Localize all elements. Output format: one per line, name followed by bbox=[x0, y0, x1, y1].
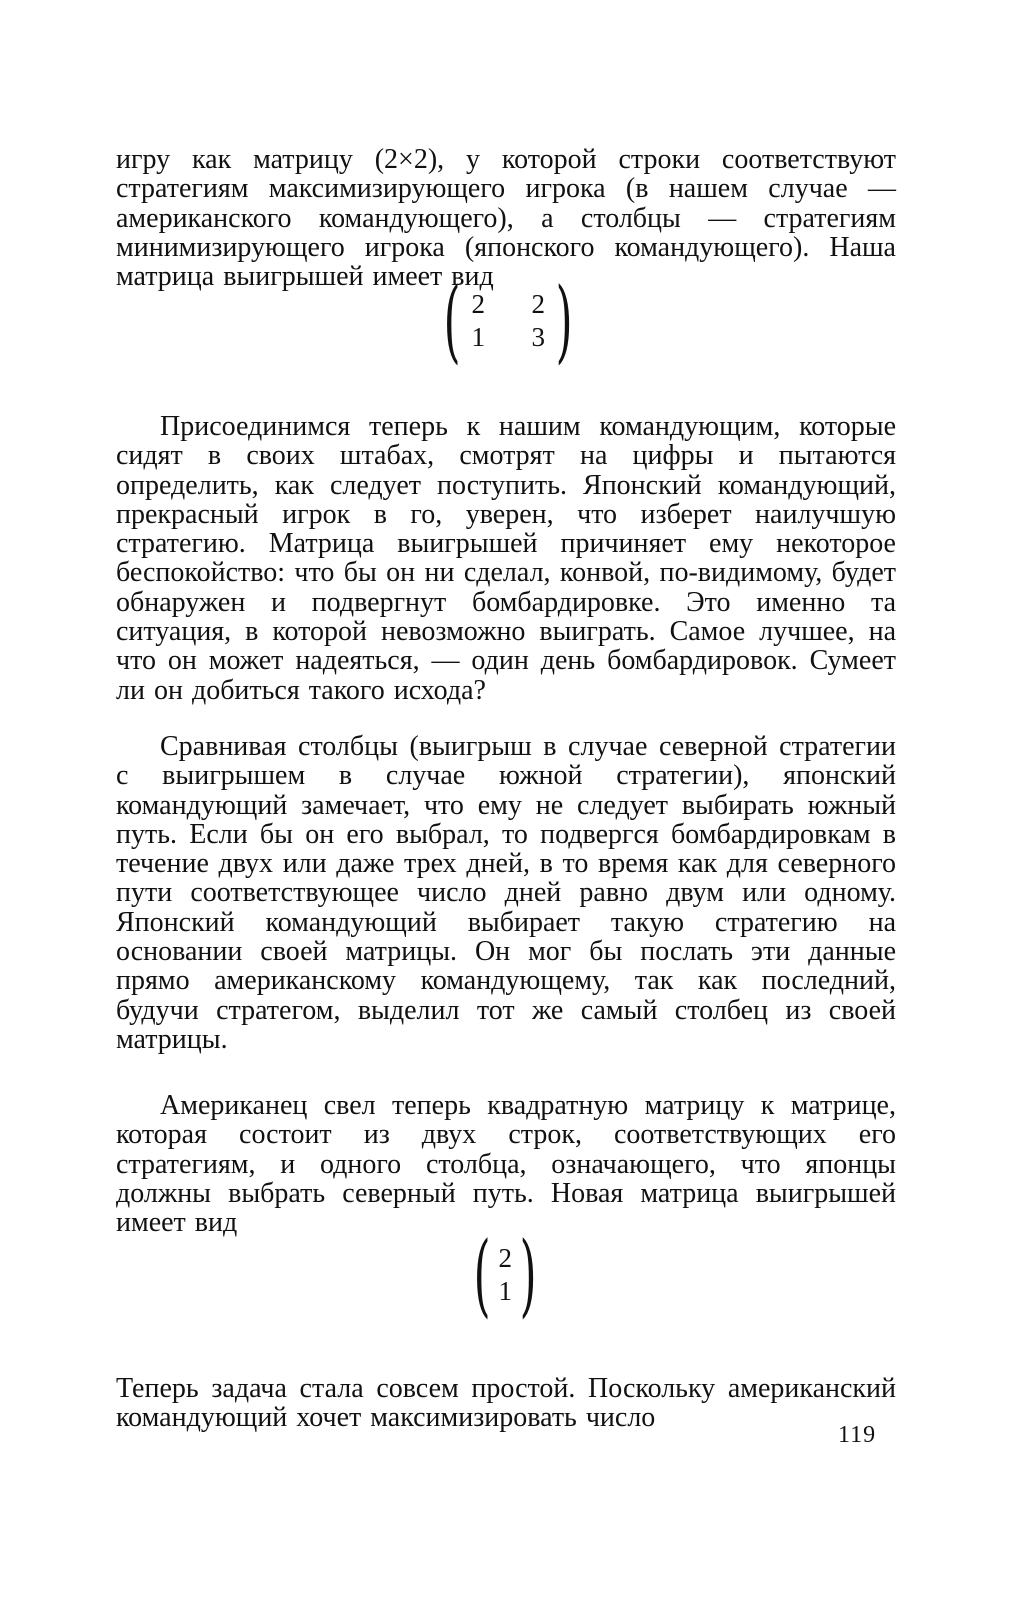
matrix-cell-r1c1: 2 bbox=[498, 1242, 512, 1273]
right-paren: ) bbox=[555, 267, 573, 374]
paragraph-reduced-matrix: Американец свел теперь квадратную матрицу к матрице, которая состоит из двух строк, соответствующих его стратегиям, и одного столбца, означающего, что японцы должны выбрать северный путь. Новая матрица выигрышей имеет вид bbox=[116, 1090, 896, 1239]
matrix-cell-r2c1: 1 bbox=[498, 1275, 512, 1306]
matrix-cell-r2c2: 3 bbox=[531, 321, 545, 352]
payoff-matrix-2x2 bbox=[440, 267, 576, 374]
payoff-matrix-2x1 bbox=[470, 1221, 540, 1328]
left-paren: ( bbox=[473, 1221, 491, 1328]
matrix-grid bbox=[494, 1242, 516, 1308]
paragraph-conclusion: Теперь задача стала совсем простой. Поскольку американский командующий хочет максимизировать число bbox=[116, 1373, 896, 1434]
matrix-grid bbox=[464, 288, 552, 354]
right-paren: ) bbox=[519, 1221, 537, 1328]
paragraph-columns: Сравнивая столбцы (выигрыш в случае северной стратегии с выигрышем в случае южной стратегии), японский командующий замечает, что ему не следует выбирать южный путь. Если бы он его выбрал, то подвергся бомбардировкам в течение двух или даже трех дней, в то время как для северного пути соответствующее число дней равно двум или одному. Японский командующий выбирает такую стратегию на основании своей матрицы. Он мог бы послать эти данные прямо американскому командующему, так как последний, будучи стратегом, выделил тот же самый столбец из своей матрицы. bbox=[116, 731, 896, 1055]
matrix-cell-r1c2: 2 bbox=[531, 288, 545, 319]
matrix-cell-r2c1: 1 bbox=[471, 321, 485, 352]
paragraph-matrix-intro: игру как матрицу (2×2), у которой строки соответствуют стратегиям максимизирующего игрока (в нашем случае — американского командующего), а столбцы — стратегиям минимизирующего игрока (японского командующего). Наша матрица выигрышей имеет вид bbox=[116, 144, 896, 293]
page-number: 119 bbox=[838, 1422, 877, 1448]
left-paren: ( bbox=[443, 267, 461, 374]
paragraph-commanders: Присоединимся теперь к нашим командующим, которые сидят в своих штабах, смотрят на цифры и пытаются определить, как следует поступить. Японский командующий, прекрасный игрок в го, уверен, что изберет наилучшую стратегию. Матрица выигрышей причиняет ему некоторое беспокойство: что бы он ни сделал, конвой, по-видимому, будет обнаружен и подвергнут бомбардировке. Это именно та ситуация, в которой невозможно выиграть. Самое лучшее, на что он может надеяться, — один день бомбардировок. Сумеет ли он добиться такого исхода? bbox=[116, 411, 896, 706]
matrix-cell-r1c1: 2 bbox=[471, 288, 485, 319]
